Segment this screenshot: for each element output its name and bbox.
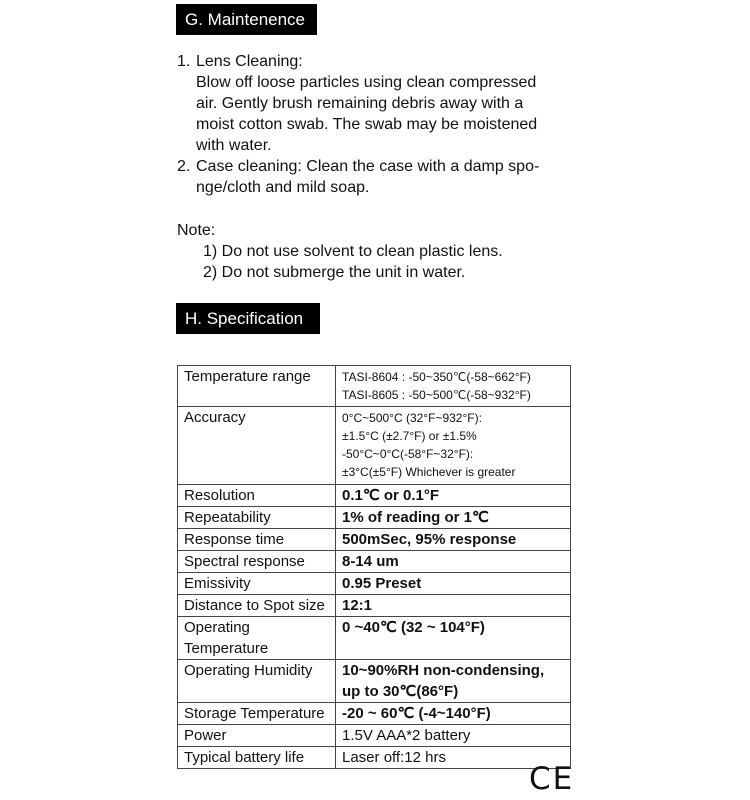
spec-label: Response time: [178, 529, 336, 551]
table-row: [178, 703, 571, 725]
spec-value: 0.1℃ or 0.1°F: [336, 485, 571, 507]
spec-value-line: TASI-8605 : -50~500℃(-58~932°F): [342, 388, 531, 402]
spec-value-line: 10~90%RH non-condensing,: [342, 662, 545, 679]
note-item: 2) Do not submerge the unit in water.: [203, 264, 466, 281]
table-row: [178, 660, 571, 703]
maintenance-item-lens: [177, 51, 567, 156]
table-row: [178, 725, 571, 747]
item-number: 1.: [177, 53, 191, 70]
item-line: moist cotton swab. The swab may be moistened: [196, 116, 538, 133]
spec-value-line: ±3°C(±5°F) Whichever is greater: [342, 465, 516, 479]
table-row: [178, 507, 571, 529]
spec-label: Storage Temperature: [178, 703, 336, 725]
spec-label: Typical battery life: [178, 747, 336, 769]
note-label: Note:: [177, 222, 216, 239]
spec-label: Temperature range: [178, 366, 336, 407]
maintenance-header: G. Maintenence: [176, 4, 317, 35]
spec-label: Accuracy: [178, 407, 336, 485]
spec-value: [336, 366, 571, 407]
item-line: with water.: [196, 137, 272, 154]
item-line: Blow off loose particles using clean compressed: [196, 74, 537, 91]
item-number: 2.: [177, 158, 191, 175]
item-line: nge/cloth and mild soap.: [196, 179, 370, 196]
spec-value: 500mSec, 95% response: [336, 529, 571, 551]
specification-table: [177, 365, 571, 769]
spec-value-line: -50°C~0°C(-58°F~32°F):: [342, 447, 474, 461]
maintenance-item-case: [177, 156, 567, 198]
spec-value: -20 ~ 60℃ (-4~140°F): [336, 703, 571, 725]
spec-label: Resolution: [178, 485, 336, 507]
spec-label: Repeatability: [178, 507, 336, 529]
table-row: [178, 485, 571, 507]
spec-label: Operating Humidity: [178, 660, 336, 703]
maintenance-list: [177, 51, 567, 198]
spec-value: Laser off:12 hrs: [336, 747, 571, 769]
specification-header: H. Specification: [176, 303, 320, 334]
note-block: [177, 220, 503, 283]
table-row: [178, 595, 571, 617]
spec-value-line: ±1.5°C (±2.7°F) or ±1.5%: [342, 429, 477, 443]
table-row: [178, 617, 571, 660]
item-line: Case cleaning: Clean the case with a damp spo-: [196, 158, 540, 175]
spec-value: 8-14 um: [336, 551, 571, 573]
spec-label: Power: [178, 725, 336, 747]
spec-value: 12:1: [336, 595, 571, 617]
spec-value: 0 ~40℃ (32 ~ 104°F): [336, 617, 571, 660]
spec-label: Spectral response: [178, 551, 336, 573]
spec-value-line: TASI-8604 : -50~350℃(-58~662°F): [342, 370, 531, 384]
item-line: air. Gently brush remaining debris away with a: [196, 95, 524, 112]
spec-label: Distance to Spot size: [178, 595, 336, 617]
spec-label: Emissivity: [178, 573, 336, 595]
spec-value: [336, 660, 571, 703]
spec-value: 0.95 Preset: [336, 573, 571, 595]
table-row: [178, 573, 571, 595]
spec-value-line: up to 30℃(86°F): [342, 683, 459, 700]
spec-value: 1% of reading or 1℃: [336, 507, 571, 529]
item-title: Lens Cleaning:: [196, 53, 303, 70]
spec-value: [336, 407, 571, 485]
spec-label: Operating Temperature: [178, 617, 336, 660]
spec-value-line: 0°C~500°C (32°F~932°F):: [342, 411, 482, 425]
ce-mark-icon: CE: [529, 761, 575, 797]
table-row: [178, 551, 571, 573]
note-item: 1) Do not use solvent to clean plastic lens.: [203, 243, 503, 260]
spec-value: 1.5V AAA*2 battery: [336, 725, 571, 747]
table-row: [178, 366, 571, 407]
table-row: [178, 747, 571, 769]
table-row: [178, 529, 571, 551]
table-row: [178, 407, 571, 485]
